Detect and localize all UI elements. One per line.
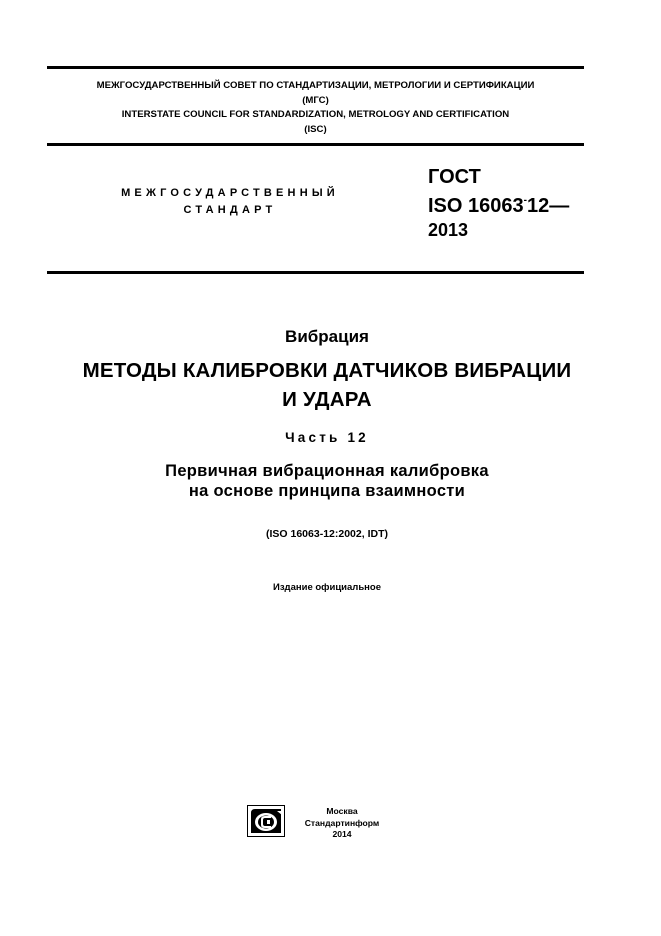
part-label: Часть 12 [285, 430, 369, 445]
gost-iso-number: ISO 16063 [428, 195, 524, 217]
subtitle-line2: на основе принципа взаимности [188, 482, 466, 500]
edition-label: Издание официальное [273, 582, 381, 593]
council-block [47, 79, 584, 137]
publisher-name: Стандартинформ [304, 817, 380, 828]
council-en-abbr: (ISC) [304, 123, 327, 135]
publisher-year: 2014 [332, 829, 352, 839]
gost-part-number: 12 [526, 195, 550, 217]
standartinform-logo-icon [247, 805, 285, 837]
standard-type-line1: МЕЖГОСУДАРСТВЕННЫЙ [121, 187, 339, 199]
top-rule [47, 66, 584, 69]
subtitle-line1: Первичная вибрационная калибровка [165, 462, 489, 480]
gost-separator: - [523, 195, 527, 206]
iso-reference: (ISO 16063-12:2002, IDT) [266, 528, 388, 540]
main-title [47, 356, 607, 414]
publisher-city: Москва [326, 806, 358, 816]
topic-title: Вибрация [285, 327, 369, 346]
gost-number [428, 189, 569, 218]
council-en: INTERSTATE COUNCIL FOR STANDARDIZATION, METROLOGY AND CERTIFICATION [121, 109, 510, 120]
council-ru-abbr: (МГС) [302, 94, 329, 106]
standard-type-line2: СТАНДАРТ [183, 204, 277, 216]
gost-label: ГОСТ [428, 166, 481, 188]
standard-type [80, 185, 380, 219]
main-title-line2: И УДАРА [282, 388, 372, 411]
subtitle [47, 461, 607, 501]
gost-year: 2013 [428, 220, 469, 240]
gost-dash: — [549, 195, 570, 217]
gost-designation [428, 165, 569, 242]
council-bottom-rule [47, 143, 584, 146]
publisher-block [296, 806, 388, 841]
main-title-line1: МЕТОДЫ КАЛИБРОВКИ ДАТЧИКОВ ВИБРАЦИИ [82, 359, 572, 382]
designation-bottom-rule [47, 271, 584, 274]
council-ru: МЕЖГОСУДАРСТВЕННЫЙ СОВЕТ ПО СТАНДАРТИЗАЦИИ, МЕТРОЛОГИИ И СЕРТИФИКАЦИИ [96, 80, 535, 91]
